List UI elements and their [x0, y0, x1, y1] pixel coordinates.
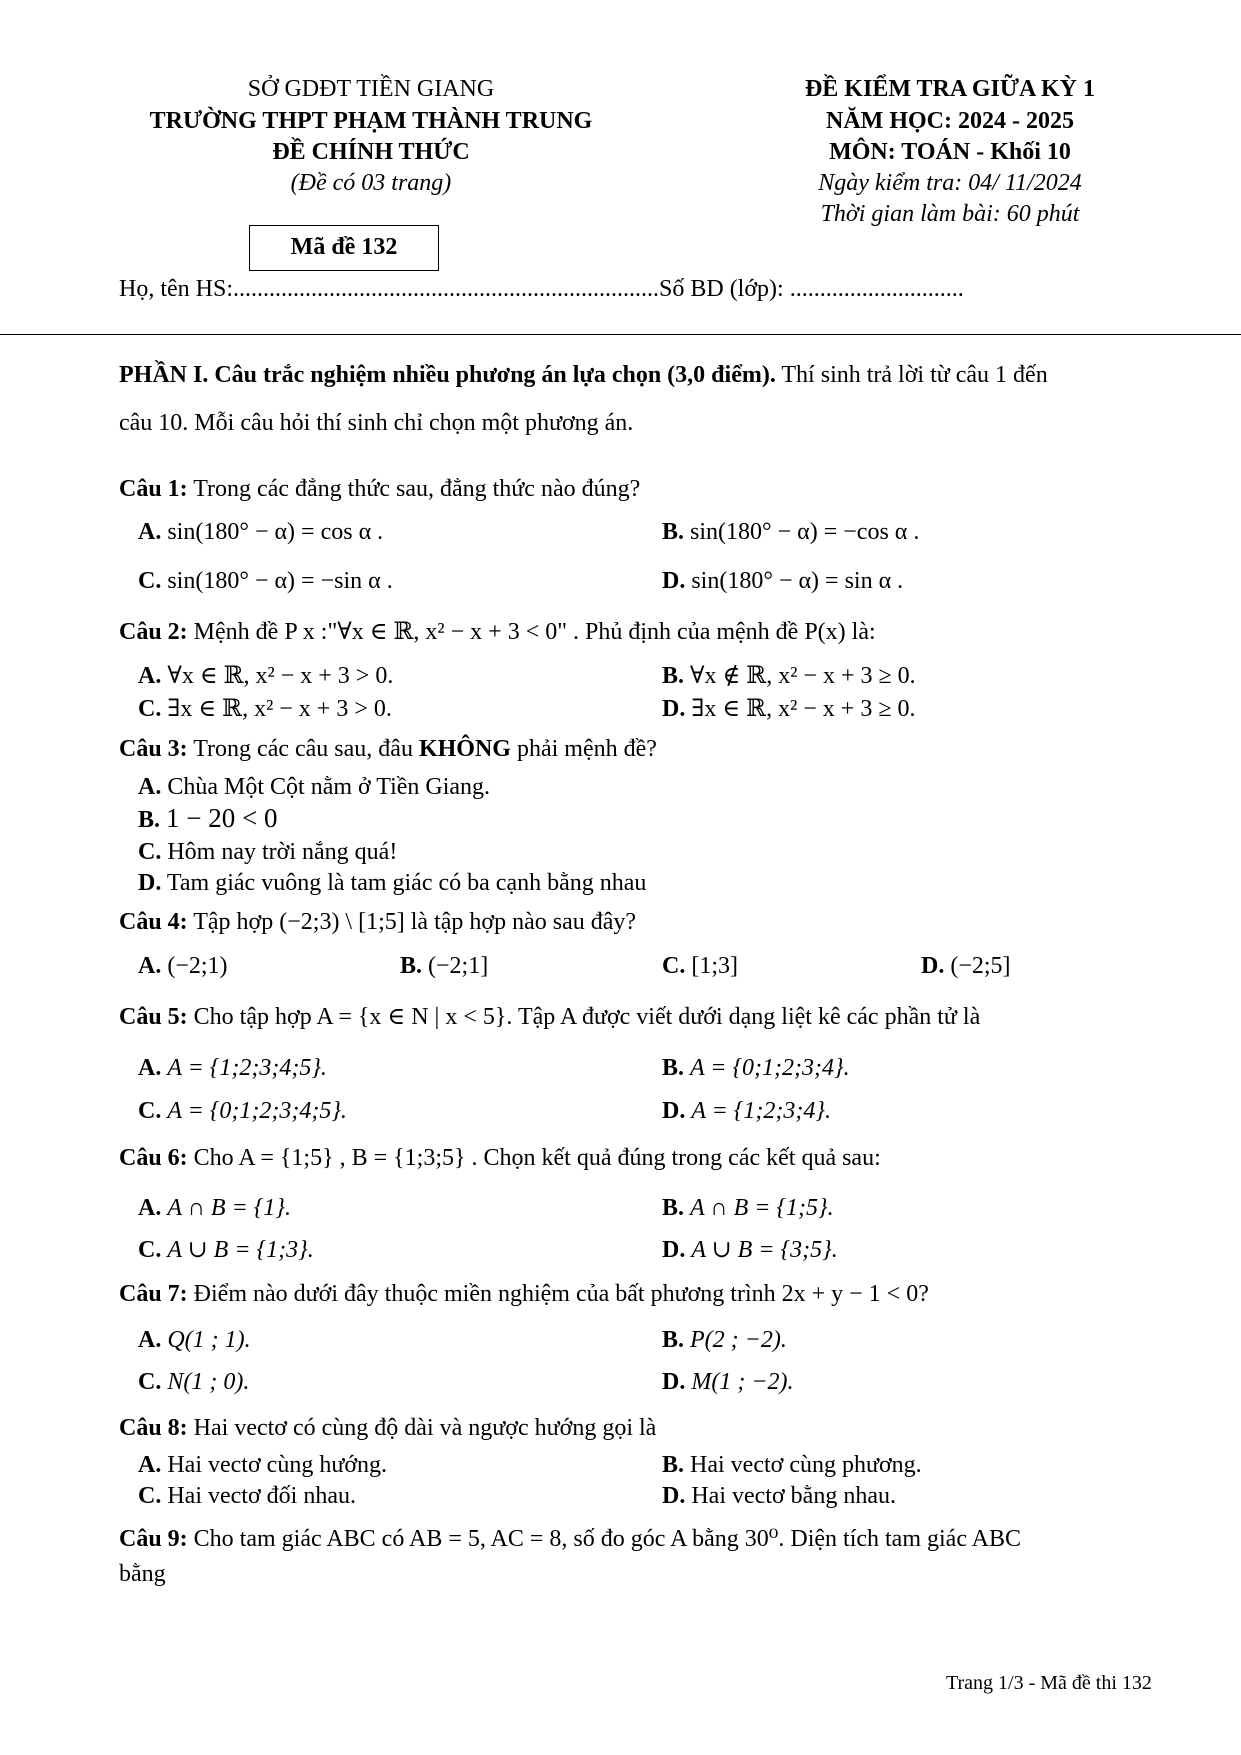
option-letter: D.: [662, 1483, 686, 1509]
option-text: Tam giác vuông là tam giác có ba cạnh bằng nhau: [166, 870, 647, 896]
q4-option-c[interactable]: [662, 951, 738, 981]
question-text: Cho tam giác ABC có AB = 5, AC = 8, số đo góc A bằng 30⁰. Diện tích tam giác ABC: [187, 1526, 1021, 1552]
option-letter: D.: [921, 953, 945, 979]
q8-option-c[interactable]: [138, 1481, 356, 1511]
question-label: Câu 9:: [119, 1526, 188, 1552]
question-text: Trong các đẳng thức sau, đẳng thức nào đúng?: [187, 476, 641, 502]
option-text: Hai vectơ cùng phương.: [690, 1452, 922, 1478]
q1-option-c[interactable]: [138, 566, 393, 596]
q1-option-d[interactable]: [662, 566, 903, 596]
option-text: sin(180° − α) = cos α .: [167, 519, 384, 545]
section-title: PHẦN I. Câu trắc nghiệm nhiều phương án lựa chọn (3,0 điểm).: [119, 362, 776, 388]
student-info-line[interactable]: Họ, tên HS:.......................................................................Số BD (lớp): .............................: [119, 276, 964, 302]
option-text: (−2;1]: [428, 953, 489, 979]
question-emphasis: KHÔNG: [418, 736, 511, 762]
question-label: Câu 8:: [119, 1415, 188, 1441]
option-letter: B.: [662, 1452, 685, 1478]
option-text: ∀x ∈ ℝ, x² − x + 3 > 0.: [167, 663, 394, 689]
option-letter: C.: [138, 1237, 162, 1263]
q8-option-d[interactable]: [662, 1481, 896, 1511]
q3-option-d[interactable]: [138, 868, 646, 898]
subject: MÔN: TOÁN - Khối 10: [829, 139, 1071, 165]
option-letter: C.: [138, 1098, 162, 1124]
q7-option-b[interactable]: [662, 1325, 787, 1355]
option-letter: B.: [662, 1327, 685, 1353]
header-divider: [0, 334, 1241, 335]
exam-code-box: Mã đề 132: [249, 225, 439, 271]
q4-option-a[interactable]: [138, 951, 228, 981]
option-letter: D.: [662, 568, 686, 594]
page-footer: Trang 1/3 - Mã đề thi 132: [946, 1672, 1152, 1694]
option-letter: D.: [662, 1369, 686, 1395]
q8-option-b[interactable]: [662, 1450, 922, 1480]
option-letter: A.: [138, 519, 162, 545]
option-text: Hai vectơ đối nhau.: [167, 1483, 356, 1509]
option-text: P(2 ; −2).: [690, 1327, 787, 1353]
option-text: Hôm nay trời nắng quá!: [167, 839, 398, 865]
option-text: ∃x ∈ ℝ, x² − x + 3 ≥ 0.: [691, 696, 916, 722]
option-text: A = {1;2;3;4}.: [691, 1098, 831, 1124]
question-6: [119, 1143, 881, 1173]
q1-option-a[interactable]: [138, 517, 383, 547]
question-9-continued: bằng: [119, 1561, 166, 1587]
q6-option-d[interactable]: [662, 1235, 838, 1265]
q1-option-b[interactable]: [662, 517, 919, 547]
option-text: ∃x ∈ ℝ, x² − x + 3 > 0.: [167, 696, 392, 722]
option-letter: A.: [138, 953, 162, 979]
question-text: Cho tập hợp A = {x ∈ N | x < 5}. Tập A được viết dưới dạng liệt kê các phần tử là: [187, 1004, 981, 1030]
question-3: [119, 734, 657, 764]
option-text: (−2;1): [167, 953, 228, 979]
option-letter: D.: [662, 1098, 686, 1124]
option-text: sin(180° − α) = −sin α .: [167, 568, 393, 594]
q5-option-c[interactable]: [138, 1096, 347, 1126]
option-text: A ∩ B = {1;5}.: [690, 1195, 834, 1221]
q8-option-a[interactable]: [138, 1450, 387, 1480]
option-letter: B.: [662, 663, 685, 689]
option-letter: B.: [662, 1055, 685, 1081]
question-text: Cho A = {1;5} , B = {1;3;5} . Chọn kết quả đúng trong các kết quả sau:: [187, 1145, 881, 1171]
q5-option-d[interactable]: [662, 1096, 831, 1126]
exam-date: Ngày kiểm tra: 04/ 11/2024: [818, 170, 1082, 196]
q7-option-d[interactable]: [662, 1367, 794, 1397]
question-label: Câu 7:: [119, 1281, 188, 1307]
option-text: A = {0;1;2;3;4;5}.: [167, 1098, 347, 1124]
q2-option-c[interactable]: [138, 694, 392, 724]
question-5: [119, 1002, 980, 1032]
option-text: (−2;5]: [950, 953, 1011, 979]
option-letter: C.: [138, 1483, 162, 1509]
question-text: Tập hợp (−2;3) \ [1;5] là tập hợp nào sau đây?: [187, 909, 637, 935]
dept-name: SỞ GDĐT TIỀN GIANG: [247, 76, 495, 102]
question-label: Câu 2:: [119, 619, 188, 645]
option-text: [1;3]: [691, 953, 738, 979]
question-label: Câu 3:: [119, 736, 188, 762]
section-intro: [119, 360, 1048, 390]
q5-option-b[interactable]: [662, 1053, 850, 1083]
question-label: Câu 1:: [119, 476, 188, 502]
question-9: [119, 1524, 1021, 1554]
option-text: A ∩ B = {1}.: [167, 1195, 291, 1221]
option-text: 1 − 20 < 0: [166, 803, 278, 833]
q3-option-b[interactable]: [138, 803, 277, 835]
option-text: A ∪ B = {3;5}.: [691, 1237, 838, 1263]
question-text: Điểm nào dưới đây thuộc miền nghiệm của bất phương trình 2x + y − 1 < 0?: [187, 1281, 929, 1307]
q6-option-c[interactable]: [138, 1235, 314, 1265]
q6-option-a[interactable]: [138, 1193, 291, 1223]
option-text: A = {0;1;2;3;4}.: [690, 1055, 850, 1081]
question-text: Mệnh đề P x :"∀x ∈ ℝ, x² − x + 3 < 0" . Phủ định của mệnh đề P(x) là:: [187, 619, 876, 645]
question-label: Câu 5:: [119, 1004, 188, 1030]
question-2: [119, 617, 876, 647]
option-text: A = {1;2;3;4;5}.: [167, 1055, 327, 1081]
option-letter: C.: [138, 696, 162, 722]
question-label: Câu 4:: [119, 909, 188, 935]
q2-option-d[interactable]: [662, 694, 916, 724]
q2-option-b[interactable]: [662, 661, 916, 691]
option-letter: A.: [138, 1452, 162, 1478]
option-text: Hai vectơ cùng hướng.: [167, 1452, 388, 1478]
option-text: Hai vectơ bằng nhau.: [691, 1483, 896, 1509]
option-letter: C.: [138, 1369, 162, 1395]
question-4: [119, 907, 636, 937]
question-label: Câu 6:: [119, 1145, 188, 1171]
option-text: N(1 ; 0).: [167, 1369, 250, 1395]
option-letter: B.: [662, 519, 685, 545]
option-letter: D.: [662, 1237, 686, 1263]
option-text: M(1 ; −2).: [691, 1369, 794, 1395]
question-1: [119, 474, 640, 504]
option-letter: C.: [138, 568, 162, 594]
q6-option-b[interactable]: [662, 1193, 834, 1223]
option-text: Chùa Một Cột nằm ở Tiền Giang.: [167, 774, 491, 800]
option-letter: B.: [138, 807, 161, 833]
option-text: sin(180° − α) = −cos α .: [690, 519, 920, 545]
q2-option-a[interactable]: [138, 661, 393, 691]
section-instruction-2: câu 10. Mỗi câu hỏi thí sinh chỉ chọn một phương án.: [119, 410, 634, 436]
option-letter: D.: [662, 696, 686, 722]
option-letter: A.: [138, 1195, 162, 1221]
school-year: NĂM HỌC: 2024 - 2025: [826, 108, 1074, 134]
q7-option-a[interactable]: [138, 1325, 251, 1355]
option-letter: A.: [138, 663, 162, 689]
option-text: ∀x ∉ ℝ, x² − x + 3 ≥ 0.: [690, 663, 916, 689]
page-count: (Đề có 03 trang): [290, 170, 452, 196]
question-text: Trong các câu sau, đâu: [187, 736, 419, 762]
question-text: Hai vectơ có cùng độ dài và ngược hướng gọi là: [187, 1415, 657, 1441]
option-letter: B.: [400, 953, 423, 979]
option-letter: A.: [138, 1327, 162, 1353]
school-name: TRƯỜNG THPT PHẠM THÀNH TRUNG: [149, 108, 593, 134]
q4-option-b[interactable]: [400, 951, 488, 981]
q3-option-c[interactable]: [138, 837, 397, 867]
option-letter: B.: [662, 1195, 685, 1221]
q5-option-a[interactable]: [138, 1053, 327, 1083]
option-letter: A.: [138, 774, 162, 800]
option-letter: A.: [138, 1055, 162, 1081]
option-letter: D.: [138, 870, 162, 896]
option-text: A ∪ B = {1;3}.: [167, 1237, 314, 1263]
question-text-end: phải mệnh đề?: [510, 736, 657, 762]
q7-option-c[interactable]: [138, 1367, 249, 1397]
question-8: [119, 1413, 656, 1443]
option-letter: C.: [662, 953, 686, 979]
option-text: sin(180° − α) = sin α .: [691, 568, 904, 594]
option-text: Q(1 ; 1).: [167, 1327, 251, 1353]
q3-option-a[interactable]: [138, 772, 490, 802]
option-letter: C.: [138, 839, 162, 865]
exam-duration: Thời gian làm bài: 60 phút: [820, 201, 1080, 227]
official-label: ĐỀ CHÍNH THỨC: [272, 139, 470, 165]
section-instruction: Thí sinh trả lời từ câu 1 đến: [775, 362, 1048, 388]
q4-option-d[interactable]: [921, 951, 1011, 981]
question-7: [119, 1279, 929, 1309]
exam-title: ĐỀ KIỂM TRA GIỮA KỲ 1: [804, 76, 1096, 102]
